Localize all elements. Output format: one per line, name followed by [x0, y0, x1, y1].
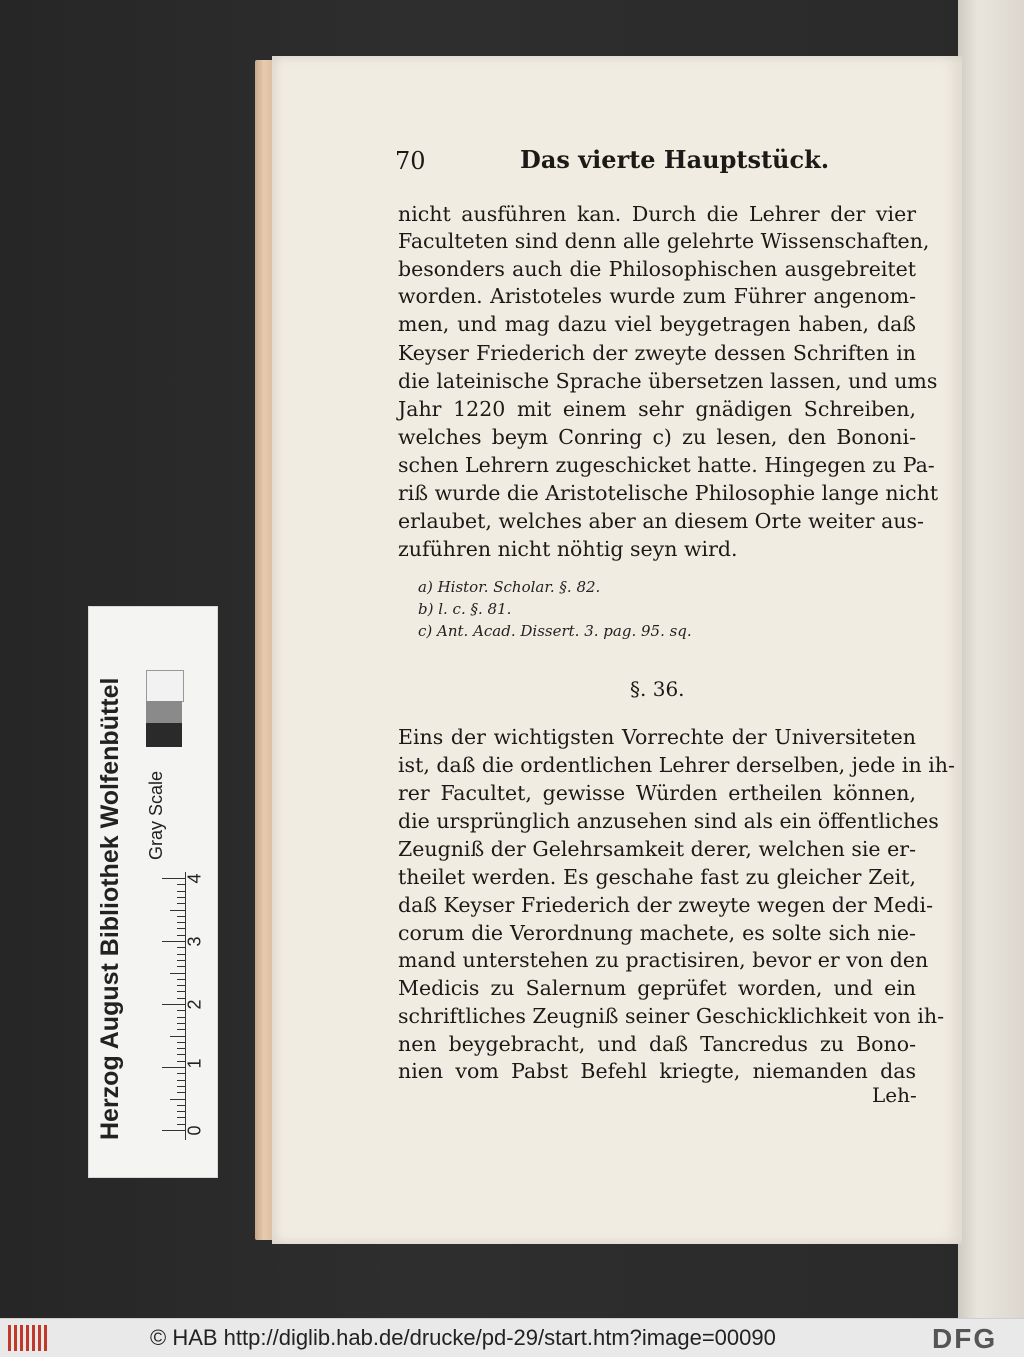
ruler-tick: [177, 966, 186, 967]
ruler-tick: [170, 973, 186, 974]
ruler-tick: [177, 1117, 186, 1118]
ruler-tick: [162, 878, 186, 879]
text-line: nen beygebracht, und daß Tancredus zu Bono-: [398, 1032, 916, 1056]
ruler-tick: [177, 979, 186, 980]
ruler-tick: [177, 1042, 186, 1043]
hab-logo-icon: [8, 1325, 48, 1351]
text-line: rer Facultet, gewisse Würden ertheilen können,: [398, 781, 916, 805]
ruler-tick: [177, 916, 186, 917]
ruler-tick-label: 4: [184, 873, 205, 884]
ruler-tick: [177, 1048, 186, 1049]
dfg-logo: DFG: [932, 1323, 998, 1354]
text-line: nicht ausführen kan. Durch die Lehrer der vier: [398, 202, 916, 226]
ruler-tick: [177, 1086, 186, 1087]
ruler-tick: [177, 928, 186, 929]
text-line: besonders auch die Philosophischen ausgebreitet: [398, 257, 916, 281]
text-line: daß Keyser Friederich der zweyte wegen der Medi-: [398, 893, 933, 917]
black-swatch: [146, 723, 182, 747]
ruler-tick: [177, 985, 186, 986]
white-swatch: [146, 670, 184, 702]
text-line: schriftliches Zeugniß seiner Geschicklichkeit von ih-: [398, 1004, 945, 1028]
ruler-tick: [177, 1080, 186, 1081]
text-line: Eins der wichtigsten Vorrechte der Universiteten: [398, 725, 916, 749]
text-line: worden. Aristoteles wurde zum Führer angenom-: [398, 284, 916, 308]
ruler-tick: [177, 903, 186, 904]
ruler-tick: [177, 1017, 186, 1018]
ruler-tick: [177, 1092, 186, 1093]
ruler-tick: [177, 954, 186, 955]
ruler-tick: [177, 897, 186, 898]
ruler-tick: [170, 910, 186, 911]
section-heading: §. 36.: [630, 677, 685, 701]
ruler-tick: [177, 1105, 186, 1106]
running-title: Das vierte Hauptstück.: [520, 145, 830, 174]
footnote: a) Histor. Scholar. §. 82.: [418, 578, 601, 596]
ruler-tick: [177, 884, 186, 885]
text-line: corum die Verordnung machete, es solte sich nie-: [398, 921, 916, 945]
ruler-tick: [177, 991, 186, 992]
catchword: Leh-: [872, 1083, 917, 1107]
copyright-link[interactable]: © HAB http://diglib.hab.de/drucke/pd-29/start.htm?image=00090: [150, 1325, 776, 1350]
text-line: zuführen nicht nöhtig seyn wird.: [398, 537, 738, 561]
text-line: erlaubet, welches aber an diesem Orte weiter aus-: [398, 509, 924, 533]
adjacent-page-edge: [958, 0, 1024, 1318]
text-line: welches beym Conring c) zu lesen, den Bononi-: [398, 425, 916, 449]
ruler-tick: [162, 1004, 186, 1005]
ruler-tick-label: 0: [184, 1125, 205, 1136]
text-line: ist, daß die ordentlichen Lehrer derselben, jede in ih-: [398, 753, 955, 777]
text-line: riß wurde die Aristotelische Philosophie lange nicht: [398, 481, 939, 505]
text-line: Keyser Friederich der zweyte dessen Schriften in: [398, 341, 916, 365]
text-line: theilet werden. Es geschahe fast zu gleicher Zeit,: [398, 865, 916, 889]
text-line: Faculteten sind denn alle gelehrte Wissenschaften,: [398, 229, 930, 253]
ruler-tick: [177, 947, 186, 948]
text-line: men, und mag dazu viel beygetragen haben, daß: [398, 312, 916, 336]
ruler-tick: [177, 1010, 186, 1011]
footnote: c) Ant. Acad. Dissert. 3. pag. 95. sq.: [418, 622, 692, 640]
ruler-tick: [177, 1029, 186, 1030]
ruler-tick: [170, 1036, 186, 1037]
ruler-tick: [177, 922, 186, 923]
text-line: Medicis zu Salernum geprüfet worden, und ein: [398, 976, 916, 1000]
text-line: die ursprünglich anzusehen sind als ein öffentliches: [398, 809, 939, 833]
ruler-tick: [162, 941, 186, 942]
ruler-tick-label: 1: [184, 1058, 205, 1069]
text-line: nien vom Pabst Befehl kriegte, niemanden das: [398, 1059, 916, 1083]
ruler-tick: [177, 891, 186, 892]
text-line: die lateinische Sprache übersetzen lassen, und ums: [398, 369, 938, 393]
gray-swatch: [146, 701, 182, 723]
ruler-tick: [162, 1067, 186, 1068]
page-number: 70: [395, 147, 426, 175]
ruler-tick: [177, 960, 186, 961]
ruler-tick-label: 2: [184, 999, 205, 1010]
ruler-tick: [177, 1054, 186, 1055]
text-line: schen Lehrern zugeschicket hatte. Hingegen zu Pa-: [398, 453, 935, 477]
ruler-tick-label: 3: [184, 936, 205, 947]
text-line: Zeugniß der Gelehrsamkeit derer, welchen sie er-: [398, 837, 916, 861]
gray-scale-label: Gray Scale: [146, 770, 166, 860]
ruler-tick: [162, 1130, 186, 1131]
ruler-tick: [177, 1023, 186, 1024]
ruler-tick: [177, 1111, 186, 1112]
text-line: mand unterstehen zu practisiren, bevor er von den: [398, 948, 929, 972]
footnote: b) l. c. §. 81.: [418, 600, 512, 618]
footer-bar: [0, 1318, 1024, 1357]
ruler-tick: [170, 1099, 186, 1100]
scale-institution-label: Herzog August Bibliothek Wolfenbüttel: [96, 677, 124, 1140]
text-line: Jahr 1220 mit einem sehr gnädigen Schreiben,: [398, 397, 916, 421]
ruler-tick: [177, 1073, 186, 1074]
